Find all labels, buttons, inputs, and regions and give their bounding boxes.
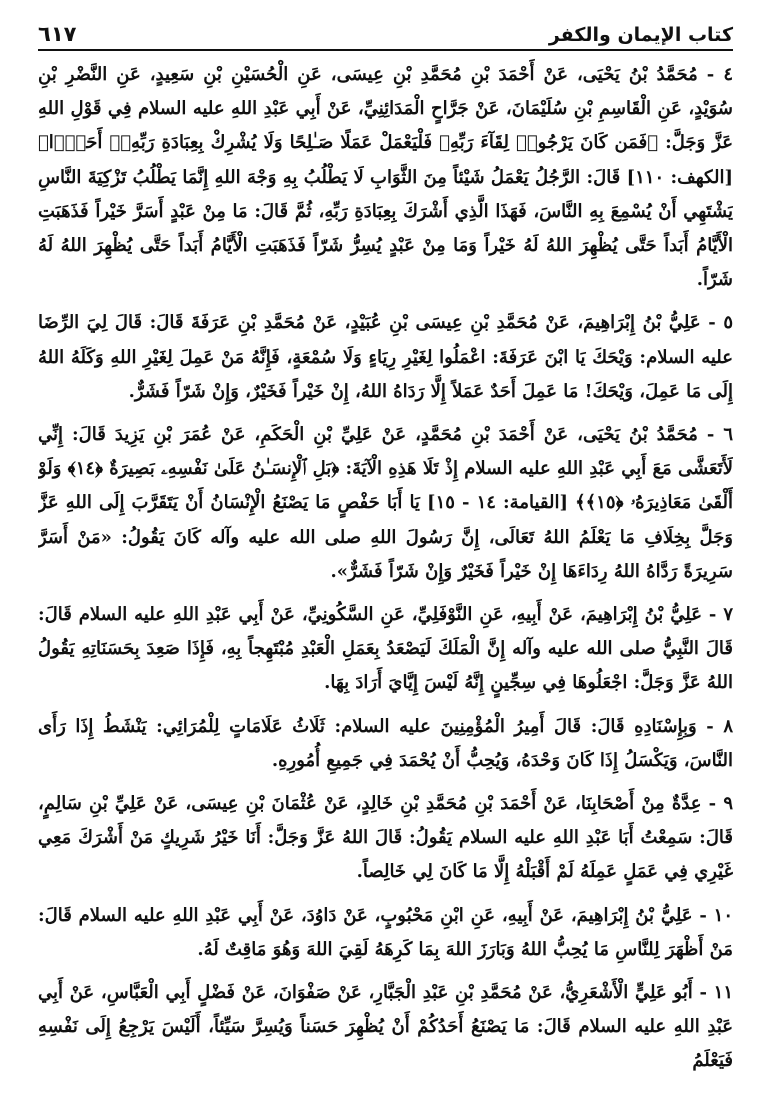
hadith-paragraph: ٦ - مُحَمَّدُ بْنُ يَحْيَى، عَنْ أَحْمَدَ بْنِ مُحَمَّدٍ، عَنْ عَلِيِّ بْنِ الْحَكَمِ، عَنْ عُمَرَ بْنِ يَزِيدَ قَالَ: إِنِّي لَأَتَعَشَّى مَعَ أَبِي عَبْدِ اللهِ عليه السلام إِذْ تَلَا هَذِهِ الْآيَةَ: ﴿بَلِ ٱلْإِنسَـٰنُ عَلَىٰ نَفْسِهِۦ بَصِيرَةٌ ﴿١٤﴾ وَلَوْ أَلْقَىٰ مَعَاذِيرَهُۥ ﴿١٥﴾﴾ [القيامة: ١٤ - ١٥] يَا أَبَا حَفْصٍ مَا يَصْنَعُ الْإِنْسَانُ أَنْ يَتَقَرَّبَ إِلَى اللهِ عَزَّ وَجَلَّ بِخِلَافِ مَا يَعْلَمُ اللهُ تَعَالَى، إِنَّ رَسُولَ اللهِ صلى الله عليه وآله كَانَ يَقُولُ: «مَنْ أَسَرَّ سَرِيرَةً رَدَّاهُ اللهُ رِدَاءَهَا إِنْ خَيْراً فَخَيْرٌ وَإِنْ شَرّاً فَشَرٌّ».: [38, 424, 733, 582]
hadith-paragraph: ٧ - عَلِيُّ بْنُ إِبْرَاهِيمَ، عَنْ أَبِيهِ، عَنِ النَّوْفَلِيِّ، عَنِ السَّكُونِيِّ، عَنْ أَبِي عَبْدِ اللهِ عليه السلام قَالَ: قَالَ النَّبِيُّ صلى الله عليه وآله إِنَّ الْمَلَكَ لَيَصْعَدُ بِعَمَلِ الْعَبْدِ مُبْتَهِجاً بِهِ، فَإِذَا صَعِدَ بِحَسَنَاتِهِ يَقُولُ اللهُ عَزَّ وَجَلَّ: اجْعَلُوهَا فِي سِجِّينٍ إِنَّهُ لَيْسَ إِيَّايَ أَرَادَ بِهَا.: [38, 604, 733, 694]
hadith-number: ٩: [723, 793, 733, 815]
book-title: كتاب الإيمان والكفر: [548, 24, 733, 46]
hadith-number: ٧: [723, 604, 733, 626]
hadith-text: عِدَّةٌ مِنْ أَصْحَابِنَا، عَنْ أَحْمَدَ بْنِ مُحَمَّدِ بْنِ خَالِدٍ، عَنْ عُثْمَانَ بْنِ عِيسَى، عَنْ عَلِيِّ بْنِ سَالِمٍ، قَالَ: سَمِعْتُ أَبَا عَبْدِ اللهِ عليه السلام يَقُولُ: قَالَ اللهُ عَزَّ وَجَلَّ: أَنَا خَيْرُ شَرِيكٍ مَنْ أَشْرَكَ مَعِي غَيْرِي فِي عَمَلٍ عَمِلَهُ لَمْ أَقْبَلْهُ إِلَّا مَا كَانَ لِي خَالِصاً.: [38, 793, 733, 883]
hadith-paragraph: ٨ - وَبِإِسْنَادِهِ قَالَ: قَالَ أَمِيرُ الْمُؤْمِنِينَ عليه السلام: ثَلَاثُ عَلَامَاتٍ لِلْمُرَائِي: يَنْشَطُ إِذَا رَأَى النَّاسَ، وَيَكْسَلُ إِذَا كَانَ وَحْدَهُ، وَيُحِبُّ أَنْ يُحْمَدَ فِي جَمِيعِ أُمُورِهِ.: [38, 715, 733, 771]
hadith-number: ٨: [723, 715, 733, 737]
hadith-text: مُحَمَّدُ بْنُ يَحْيَى، عَنْ أَحْمَدَ بْنِ مُحَمَّدِ بْنِ عِيسَى، عَنِ الْحُسَيْنِ بْنِ سَعِيدٍ، عَنِ النَّضْرِ بْنِ سُوَيْدٍ، عَنِ الْقَاسِمِ بْنِ سُلَيْمَانَ، عَنْ جَرَّاحٍ الْمَدَائِنِيِّ، عَنْ أَبِي عَبْدِ اللهِ عليه السلام فِي قَوْلِ اللهِ عَزَّ وَجَلَّ: ﴿فَمَن كَانَ يَرْجُوا۟ لِقَآءَ رَبِّهِۦ فَلْيَعْمَلْ عَمَلًا صَـٰلِحًا وَلَا يُشْرِكْ بِعِبَادَةِ رَبِّهِۦٓ أَحَدًۢا﴾ [الكهف: ١١٠] قَالَ: الرَّجُلُ يَعْمَلُ شَيْئاً مِنَ الثَّوَابِ لَا يَطْلُبُ بِهِ وَجْهَ اللهِ إِنَّمَا يَطْلُبُ تَزْكِيَةَ النَّاسِ يَشْتَهِي أَنْ يُسْمِعَ بِهِ النَّاسَ، فَهَذَا الَّذِي أَشْرَكَ بِعِبَادَةِ رَبِّهِ، ثُمَّ قَالَ: مَا مِنْ عَبْدٍ أَسَرَّ خَيْراً فَذَهَبَتِ الْأَيَّامُ أَبَداً حَتَّى يُظْهِرَ اللهُ لَهُ خَيْراً وَمَا مِنْ عَبْدٍ يُسِرُّ شَرّاً فَذَهَبَتِ الْأَيَّامُ أَبَداً حَتَّى يُظْهِرَ اللهُ لَهُ شَرّاً.: [38, 64, 733, 291]
hadith-paragraph: ٩ - عِدَّةٌ مِنْ أَصْحَابِنَا، عَنْ أَحْمَدَ بْنِ مُحَمَّدِ بْنِ خَالِدٍ، عَنْ عُثْمَانَ بْنِ عِيسَى، عَنْ عَلِيِّ بْنِ سَالِمٍ، قَالَ: سَمِعْتُ أَبَا عَبْدِ اللهِ عليه السلام يَقُولُ: قَالَ اللهُ عَزَّ وَجَلَّ: أَنَا خَيْرُ شَرِيكٍ مَنْ أَشْرَكَ مَعِي غَيْرِي فِي عَمَلٍ عَمِلَهُ لَمْ أَقْبَلْهُ إِلَّا مَا كَانَ لِي خَالِصاً.: [38, 793, 733, 883]
hadith-number: ١١: [713, 982, 733, 1004]
hadith-text: عَلِيُّ بْنُ إِبْرَاهِيمَ، عَنْ مُحَمَّدِ بْنِ عِيسَى بْنِ عُبَيْدٍ، عَنْ مُحَمَّدِ بْنِ عَرَفَةَ قَالَ: قَالَ لِيَ الرِّضَا عليه السلام: وَيْحَكَ يَا ابْنَ عَرَفَةَ: اعْمَلُوا لِغَيْرِ رِيَاءٍ وَلَا سُمْعَةٍ، فَإِنَّهُ مَنْ عَمِلَ لِغَيْرِ اللهِ وَكَلَهُ اللهُ إِلَى مَا عَمِلَ، وَيْحَكَ! مَا عَمِلَ أَحَدٌ عَمَلاً إِلَّا رَدَاهُ اللهُ، إِنْ خَيْراً فَخَيْرٌ، وَإِنْ شَرّاً فَشَرٌّ.: [38, 312, 733, 402]
hadith-paragraph: ٤ - مُحَمَّدُ بْنُ يَحْيَى، عَنْ أَحْمَدَ بْنِ مُحَمَّدِ بْنِ عِيسَى، عَنِ الْحُسَيْنِ بْنِ سَعِيدٍ، عَنِ النَّضْرِ بْنِ سُوَيْدٍ، عَنِ الْقَاسِمِ بْنِ سُلَيْمَانَ، عَنْ جَرَّاحٍ الْمَدَائِنِيِّ، عَنْ أَبِي عَبْدِ اللهِ عليه السلام فِي قَوْلِ اللهِ عَزَّ وَجَلَّ: ﴿فَمَن كَانَ يَرْجُوا۟ لِقَآءَ رَبِّهِۦ فَلْيَعْمَلْ عَمَلًا صَـٰلِحًا وَلَا يُشْرِكْ بِعِبَادَةِ رَبِّهِۦٓ أَحَدًۢا﴾ [الكهف: ١١٠] قَالَ: الرَّجُلُ يَعْمَلُ شَيْئاً مِنَ الثَّوَابِ لَا يَطْلُبُ بِهِ وَجْهَ اللهِ إِنَّمَا يَطْلُبُ تَزْكِيَةَ النَّاسِ يَشْتَهِي أَنْ يُسْمِعَ بِهِ النَّاسَ، فَهَذَا الَّذِي أَشْرَكَ بِعِبَادَةِ رَبِّهِ، ثُمَّ قَالَ: مَا مِنْ عَبْدٍ أَسَرَّ خَيْراً فَذَهَبَتِ الْأَيَّامُ أَبَداً حَتَّى يُظْهِرَ اللهُ لَهُ خَيْراً وَمَا مِنْ عَبْدٍ يُسِرُّ شَرّاً فَذَهَبَتِ الْأَيَّامُ أَبَداً حَتَّى يُظْهِرَ اللهُ لَهُ شَرّاً.: [38, 64, 733, 291]
page-header: [38, 10, 733, 46]
hadith-text: وَبِإِسْنَادِهِ قَالَ: قَالَ أَمِيرُ الْمُؤْمِنِينَ عليه السلام: ثَلَاثُ عَلَامَاتٍ لِلْمُرَائِي: يَنْشَطُ إِذَا رَأَى النَّاسَ، وَيَكْسَلُ إِذَا كَانَ وَحْدَهُ، وَيُحِبُّ أَنْ يُحْمَدَ فِي جَمِيعِ أُمُورِهِ.: [38, 715, 733, 771]
hadith-paragraph: ٥ - عَلِيُّ بْنُ إِبْرَاهِيمَ، عَنْ مُحَمَّدِ بْنِ عِيسَى بْنِ عُبَيْدٍ، عَنْ مُحَمَّدِ بْنِ عَرَفَةَ قَالَ: قَالَ لِيَ الرِّضَا عليه السلام: وَيْحَكَ يَا ابْنَ عَرَفَةَ: اعْمَلُوا لِغَيْرِ رِيَاءٍ وَلَا سُمْعَةٍ، فَإِنَّهُ مَنْ عَمِلَ لِغَيْرِ اللهِ وَكَلَهُ اللهُ إِلَى مَا عَمِلَ، وَيْحَكَ! مَا عَمِلَ أَحَدٌ عَمَلاً إِلَّا رَدَاهُ اللهُ، إِنْ خَيْراً فَخَيْرٌ، وَإِنْ شَرّاً فَشَرٌّ.: [38, 312, 733, 402]
hadith-number: ١٠: [713, 904, 733, 926]
hadith-paragraph: ١٠ - عَلِيُّ بْنُ إِبْرَاهِيمَ، عَنْ أَبِيهِ، عَنِ ابْنِ مَحْبُوبٍ، عَنْ دَاوُدَ، عَنْ أَبِي عَبْدِ اللهِ عليه السلام قَالَ: مَنْ أَظْهَرَ لِلنَّاسِ مَا يُحِبُّ اللهُ وَبَارَزَ اللهَ بِمَا كَرِهَهُ لَقِيَ اللهَ وَهُوَ مَاقِتٌ لَهُ.: [38, 904, 733, 960]
hadith-number: ٥: [723, 312, 733, 334]
hadith-number: ٤: [723, 64, 733, 85]
hadith-text: مُحَمَّدُ بْنُ يَحْيَى، عَنْ أَحْمَدَ بْنِ مُحَمَّدٍ، عَنْ عَلِيِّ بْنِ الْحَكَمِ، عَنْ عُمَرَ بْنِ يَزِيدَ قَالَ: إِنِّي لَأَتَعَشَّى مَعَ أَبِي عَبْدِ اللهِ عليه السلام إِذْ تَلَا هَذِهِ الْآيَةَ: ﴿بَلِ ٱلْإِنسَـٰنُ عَلَىٰ نَفْسِهِۦ بَصِيرَةٌ ﴿١٤﴾ وَلَوْ أَلْقَىٰ مَعَاذِيرَهُۥ ﴿١٥﴾﴾ [القيامة: ١٤ - ١٥] يَا أَبَا حَفْصٍ مَا يَصْنَعُ الْإِنْسَانُ أَنْ يَتَقَرَّبَ إِلَى اللهِ عَزَّ وَجَلَّ بِخِلَافِ مَا يَعْلَمُ اللهُ تَعَالَى، إِنَّ رَسُولَ اللهِ صلى الله عليه وآله كَانَ يَقُولُ: «مَنْ أَسَرَّ سَرِيرَةً رَدَّاهُ اللهُ رِدَاءَهَا إِنْ خَيْراً فَخَيْرٌ وَإِنْ شَرّاً فَشَرٌّ».: [38, 424, 733, 582]
hadith-text: أَبُو عَلِيٍّ الْأَشْعَرِيُّ، عَنْ مُحَمَّدِ بْنِ عَبْدِ الْجَبَّارِ، عَنْ صَفْوَانَ، عَنْ فَضْلٍ أَبِي الْعَبَّاسِ، عَنْ أَبِي عَبْدِ اللهِ عليه السلام قَالَ: مَا يَصْنَعُ أَحَدُكُمْ أَنْ يُظْهِرَ حَسَناً وَيُسِرَّ سَيِّئاً، أَلَيْسَ يَرْجِعُ إِلَى نَفْسِهِ فَيَعْلَمُ: [38, 982, 733, 1072]
page-number: ٦١٧: [38, 22, 77, 46]
hadith-paragraph: ١١ - أَبُو عَلِيٍّ الْأَشْعَرِيُّ، عَنْ مُحَمَّدِ بْنِ عَبْدِ الْجَبَّارِ، عَنْ صَفْوَانَ، عَنْ فَضْلٍ أَبِي الْعَبَّاسِ، عَنْ أَبِي عَبْدِ اللهِ عليه السلام قَالَ: مَا يَصْنَعُ أَحَدُكُمْ أَنْ يُظْهِرَ حَسَناً وَيُسِرَّ سَيِّئاً، أَلَيْسَ يَرْجِعُ إِلَى نَفْسِهِ فَيَعْلَمُ: [38, 982, 733, 1072]
hadith-text: عَلِيُّ بْنُ إِبْرَاهِيمَ، عَنْ أَبِيهِ، عَنِ ابْنِ مَحْبُوبٍ، عَنْ دَاوُدَ، عَنْ أَبِي عَبْدِ اللهِ عليه السلام قَالَ: مَنْ أَظْهَرَ لِلنَّاسِ مَا يُحِبُّ اللهُ وَبَارَزَ اللهَ بِمَا كَرِهَهُ لَقِيَ اللهَ وَهُوَ مَاقِتٌ لَهُ.: [38, 904, 733, 960]
page-content: [38, 58, 733, 1109]
header-rule: [38, 49, 733, 51]
hadith-text: عَلِيُّ بْنُ إِبْرَاهِيمَ، عَنْ أَبِيهِ، عَنِ النَّوْفَلِيِّ، عَنِ السَّكُونِيِّ، عَنْ أَبِي عَبْدِ اللهِ عليه السلام قَالَ: قَالَ النَّبِيُّ صلى الله عليه وآله إِنَّ الْمَلَكَ لَيَصْعَدُ بِعَمَلِ الْعَبْدِ مُبْتَهِجاً بِهِ، فَإِذَا صَعِدَ بِحَسَنَاتِهِ يَقُولُ اللهُ عَزَّ وَجَلَّ: اجْعَلُوهَا فِي سِجِّينٍ إِنَّهُ لَيْسَ إِيَّايَ أَرَادَ بِهَا.: [38, 604, 733, 694]
hadith-number: ٦: [723, 424, 733, 446]
